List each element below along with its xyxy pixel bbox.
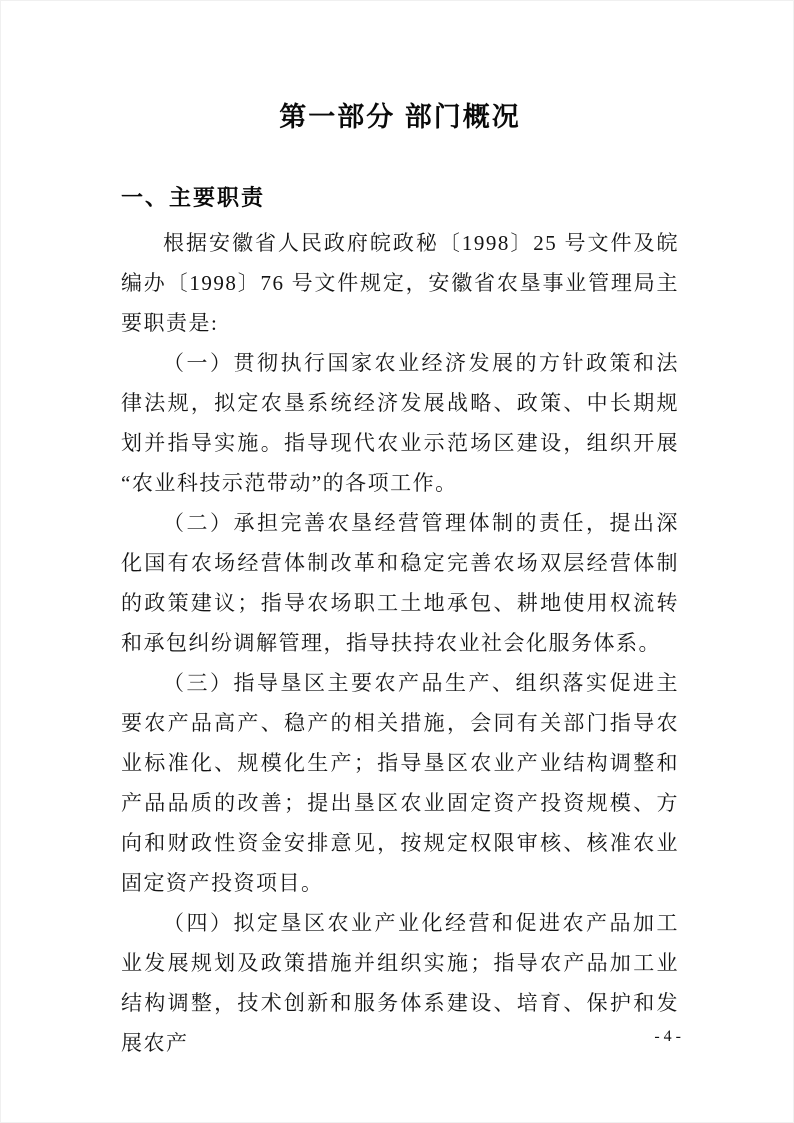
- paragraph-intro: 根据安徽省人民政府皖政秘〔1998〕25 号文件及皖编办〔1998〕76 号文件规定，安徽省农垦事业管理局主要职责是:: [121, 231, 679, 335]
- section-heading: 一、主要职责: [121, 185, 266, 210]
- paragraph-duty-4: （四）拟定垦区农业产业化经营和促进农产品加工业发展规划及政策措施并组织实施；指导农产品加工业结构调整，技术创新和服务体系建设、培育、保护和发展农产: [121, 911, 679, 1055]
- paragraph-duty-3: （三）指导垦区主要农产品生产、组织落实促进主要农产品高产、稳产的相关措施，会同有关部门指导农业标准化、规模化生产；指导垦区农业产业结构调整和产品品质的改善；提出垦区农业固定资产投资规模、方向和财政性资金安排意见，按规定权限审核、核准农业固定资产投资项目。: [121, 671, 679, 895]
- paragraph-duty-1: （一）贯彻执行国家农业经济发展的方针政策和法律法规，拟定农垦系统经济发展战略、政策、中长期规划并指导实施。指导现代农业示范场区建设，组织开展“农业科技示范带动”的各项工作。: [121, 351, 679, 495]
- body-text: [121, 223, 679, 1063]
- document-content: [121, 99, 679, 1063]
- page-number: - 4 -: [654, 1028, 681, 1045]
- paragraph-duty-2: （二）承担完善农垦经营管理体制的责任，提出深化国有农场经营体制改革和稳定完善农场双层经营体制的政策建议；指导农场职工土地承包、耕地使用权流转和承包纠纷调解管理，指导扶持农业社会化服务体系。: [121, 511, 679, 655]
- document-title: 第一部分 部门概况: [279, 102, 521, 132]
